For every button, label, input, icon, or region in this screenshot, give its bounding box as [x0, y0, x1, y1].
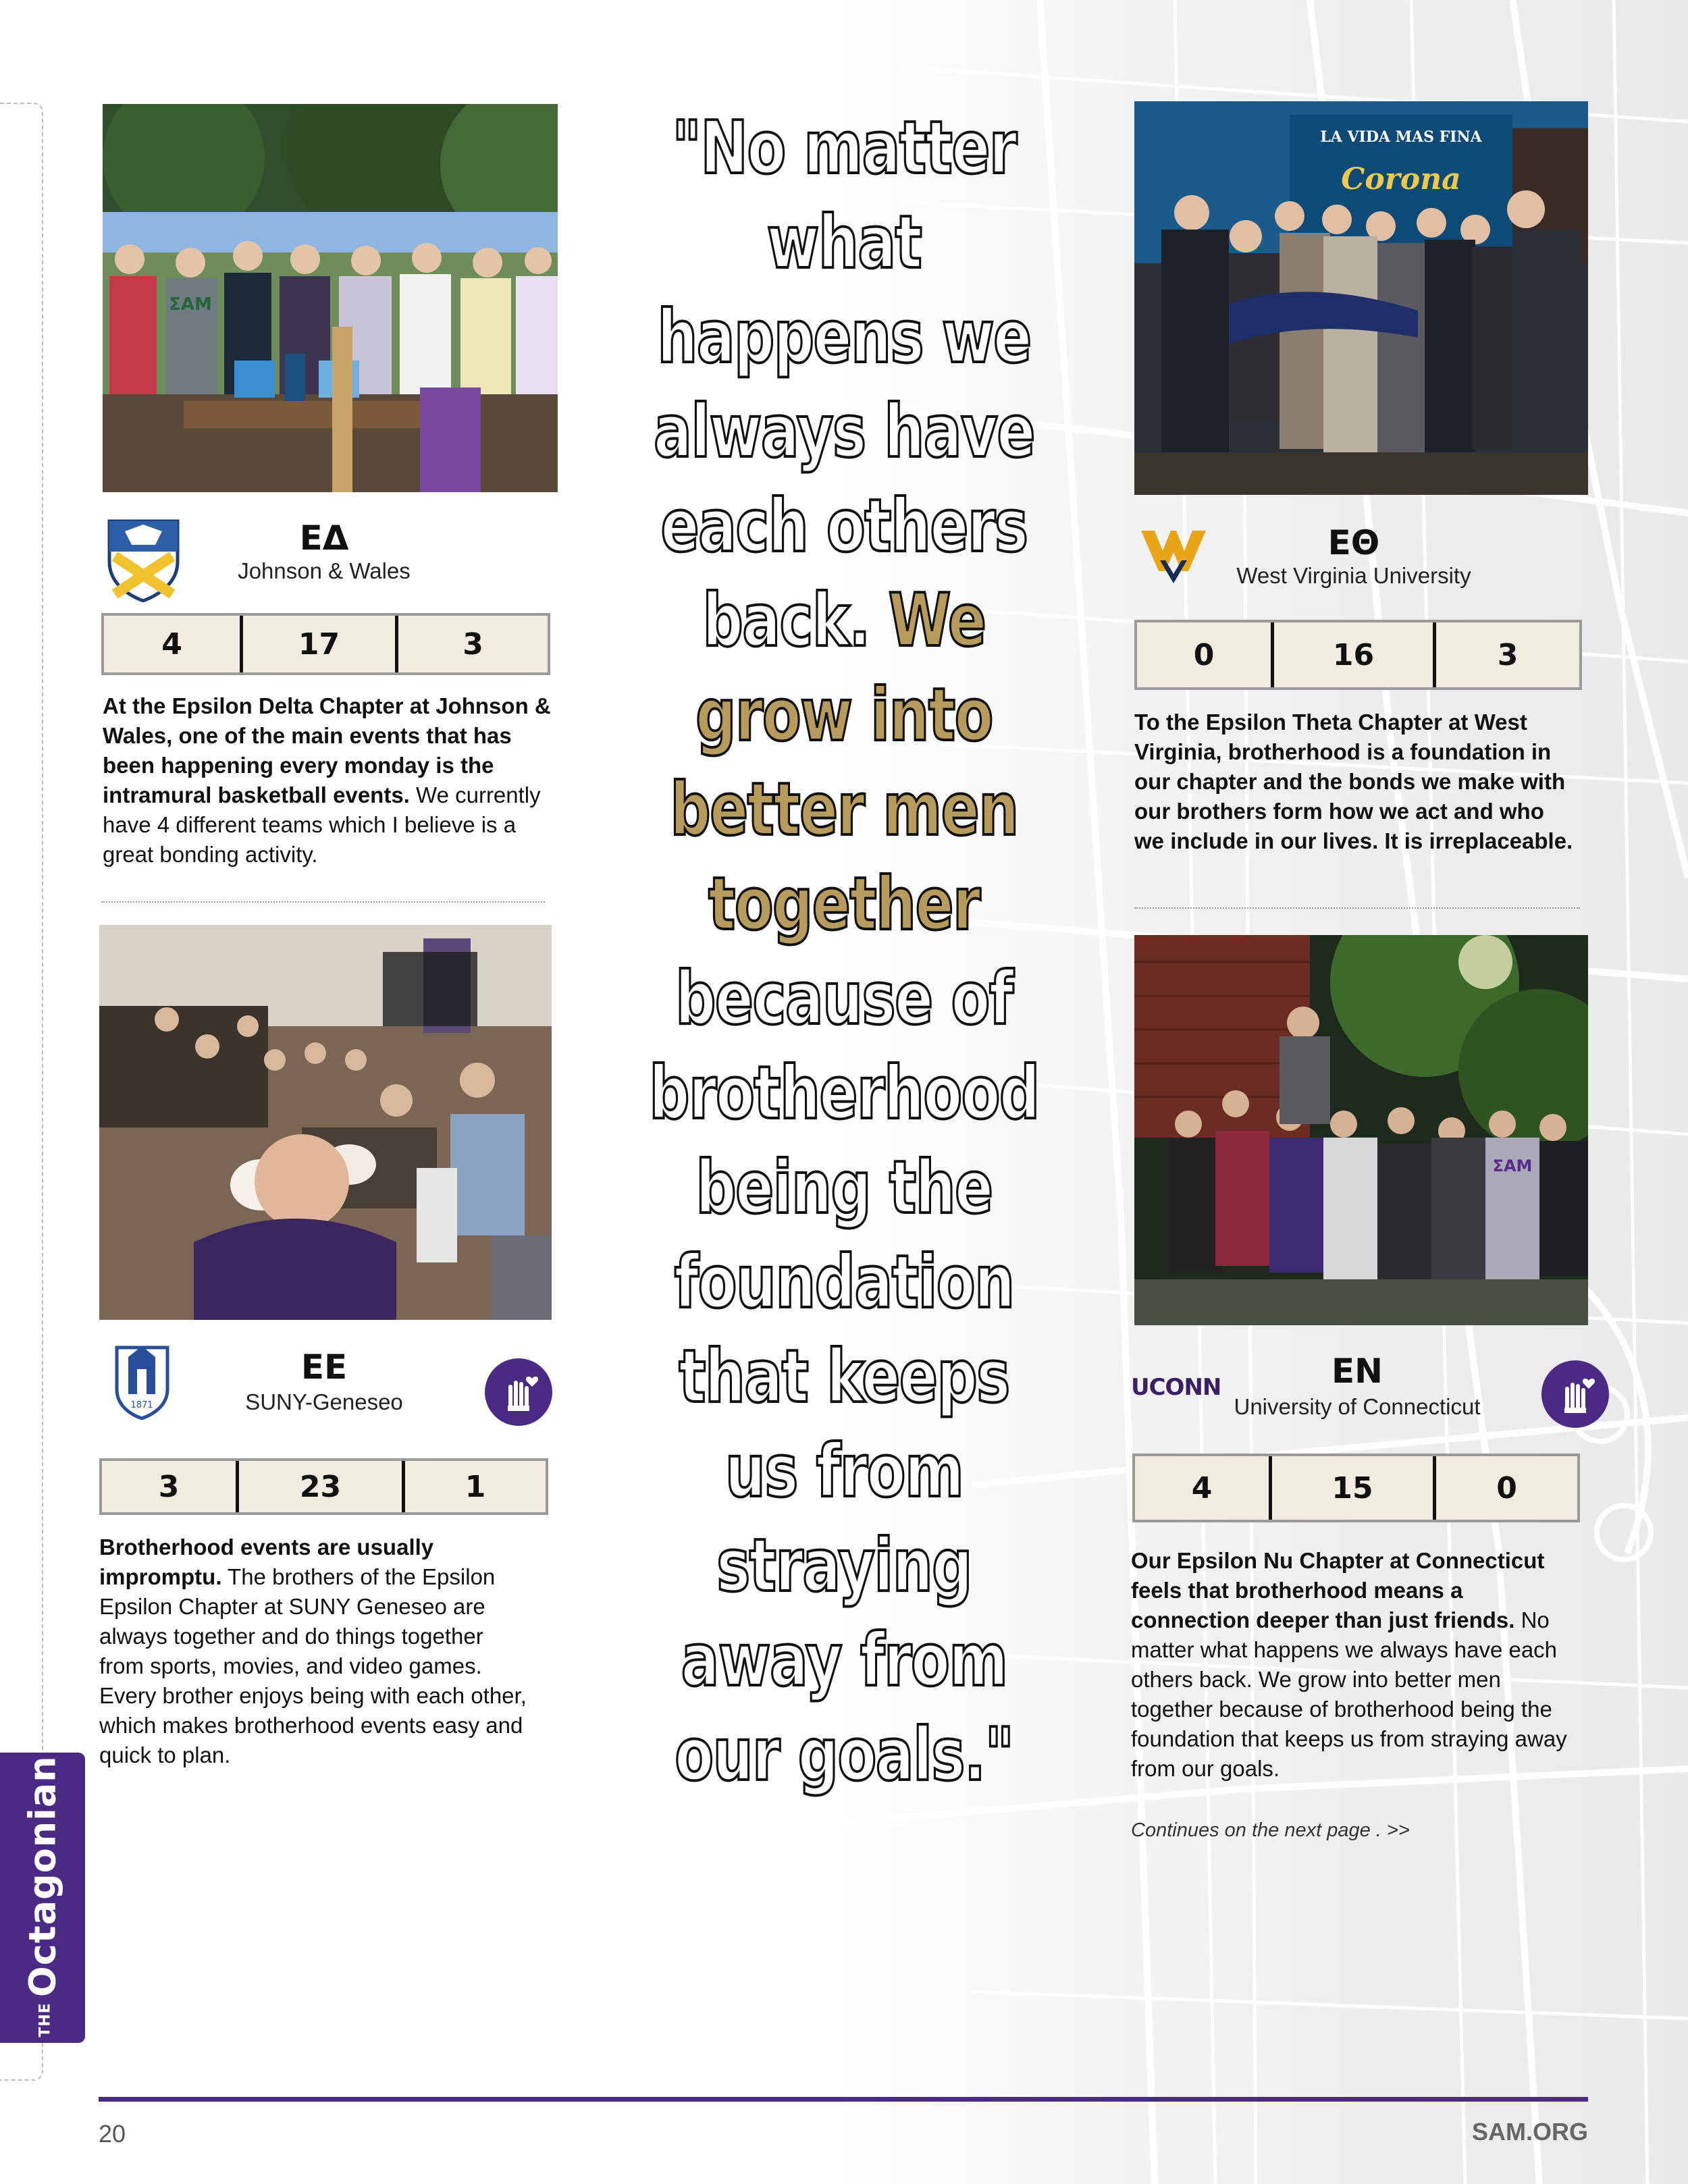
section-divider [1134, 907, 1580, 909]
chapter-description-text: We currently have 4 different teams which I believe is a great bonding activity. [103, 782, 541, 867]
stat-value: 16 [1271, 622, 1433, 687]
chapter-name: ΕΘ [1327, 523, 1380, 562]
stat-value: 4 [161, 627, 182, 662]
chapter-stats [99, 1458, 548, 1515]
chapter-description-text: The brothers of the Epsilon Epsilon Chapter at SUNY Geneseo are always together and do things together from sports, movies, and video games. Every brother enjoys being with each other, which makes brotherhood events easy and quick to plan. [99, 1564, 527, 1767]
epsilon-delta-photo [103, 104, 558, 492]
chapter-description [99, 1533, 531, 1770]
svg-text:ΣΑΜ: ΣΑΜ [1492, 1156, 1533, 1175]
svg-text:LA VIDA MAS FINA: LA VIDA MAS FINA [1320, 128, 1482, 146]
website-link[interactable]: SAM.ORG [1471, 2118, 1588, 2146]
uconn-logo: UCONN [1131, 1374, 1221, 1401]
raised-hand-heart-icon [1541, 1360, 1609, 1428]
chapter-description-highlight: Our Epsilon Nu Chapter at Connecticut feels that brotherhood means a connection deeper than just friends. [1131, 1548, 1545, 1632]
pull-quote-highlight: We grow into better men together [670, 579, 1018, 947]
page-number: 20 [99, 2120, 126, 2148]
stat-value: 1 [402, 1461, 546, 1512]
flying-wv-icon [1140, 518, 1207, 586]
pull-quote [636, 101, 1052, 1803]
stat-value: 0 [1193, 637, 1215, 672]
chapter-school: Johnson & Wales [238, 558, 411, 583]
chapter-name: EN [1331, 1352, 1383, 1391]
stat-value: 3 [158, 1469, 180, 1504]
epsilon-nu-photo [1134, 935, 1588, 1325]
chapter-description-highlight: At the Epsilon Delta Chapter at Johnson & Wales, one of the main events that has been happening every monday is the intramural basketball events. [103, 693, 551, 807]
epsilon-epsilon-photo [99, 925, 552, 1320]
pull-quote-part-1: "No matter what happens we always have each others back. [654, 106, 1034, 663]
stat-value: 23 [236, 1461, 402, 1512]
raised-hand-heart-icon [485, 1358, 552, 1426]
section-divider [101, 901, 545, 903]
pull-quote-part-3: because of brotherhood being the foundation that keeps us from straying away from our goals." [649, 957, 1039, 1797]
chapter-description-text: No matter what happens we always have each others back. We grow into better men together because of brotherhood being the foundation that keeps us from straying away from our goals. [1131, 1607, 1567, 1781]
chapter-school: University of Connecticut [1234, 1394, 1481, 1419]
stat-value: 4 [1191, 1470, 1213, 1506]
magazine-side-tab [0, 1753, 85, 2043]
footer-rule [99, 2097, 1588, 2102]
chapter-school: West Virginia University [1236, 563, 1471, 588]
magazine-title [22, 1755, 64, 2037]
chapter-description [103, 691, 558, 870]
chapter-name: ΕΔ [299, 518, 349, 558]
continues-link[interactable]: Continues on the next page . >> [1131, 1819, 1410, 1841]
epsilon-theta-photo [1134, 101, 1588, 495]
chapter-description-highlight: To the Epsilon Theta Chapter at West Virginia, brotherhood is a foundation in our chapter and the bonds we make with our brothers form how we act and who we include in our lives. It is irreplaceable. [1134, 710, 1573, 853]
magazine-title-name: Octagonian [21, 1755, 64, 1998]
magazine-title-prefix: THE [36, 2002, 54, 2037]
svg-text:ΣΑΜ: ΣΑΜ [169, 294, 212, 315]
chapter-description [1134, 708, 1580, 856]
stat-value: 3 [1433, 622, 1579, 687]
chapter-stats [101, 613, 550, 675]
geneseo-tower-seal-icon [113, 1342, 171, 1420]
svg-text:1871: 1871 [130, 1400, 153, 1410]
svg-text:Corona: Corona [1341, 162, 1461, 196]
chapter-stats [1134, 620, 1582, 690]
crest-shield-icon [101, 514, 186, 602]
stat-value: 17 [240, 616, 395, 672]
stat-value: 0 [1433, 1456, 1577, 1520]
chapter-stats [1132, 1454, 1580, 1522]
stat-value: 15 [1269, 1456, 1433, 1520]
chapter-description [1131, 1546, 1583, 1784]
chapter-description-highlight: Brotherhood events are usually impromptu. [99, 1535, 434, 1589]
chapter-school: SUNY-Geneseo [245, 1389, 403, 1414]
stat-value: 3 [395, 616, 548, 672]
chapter-name: EE [300, 1348, 348, 1387]
